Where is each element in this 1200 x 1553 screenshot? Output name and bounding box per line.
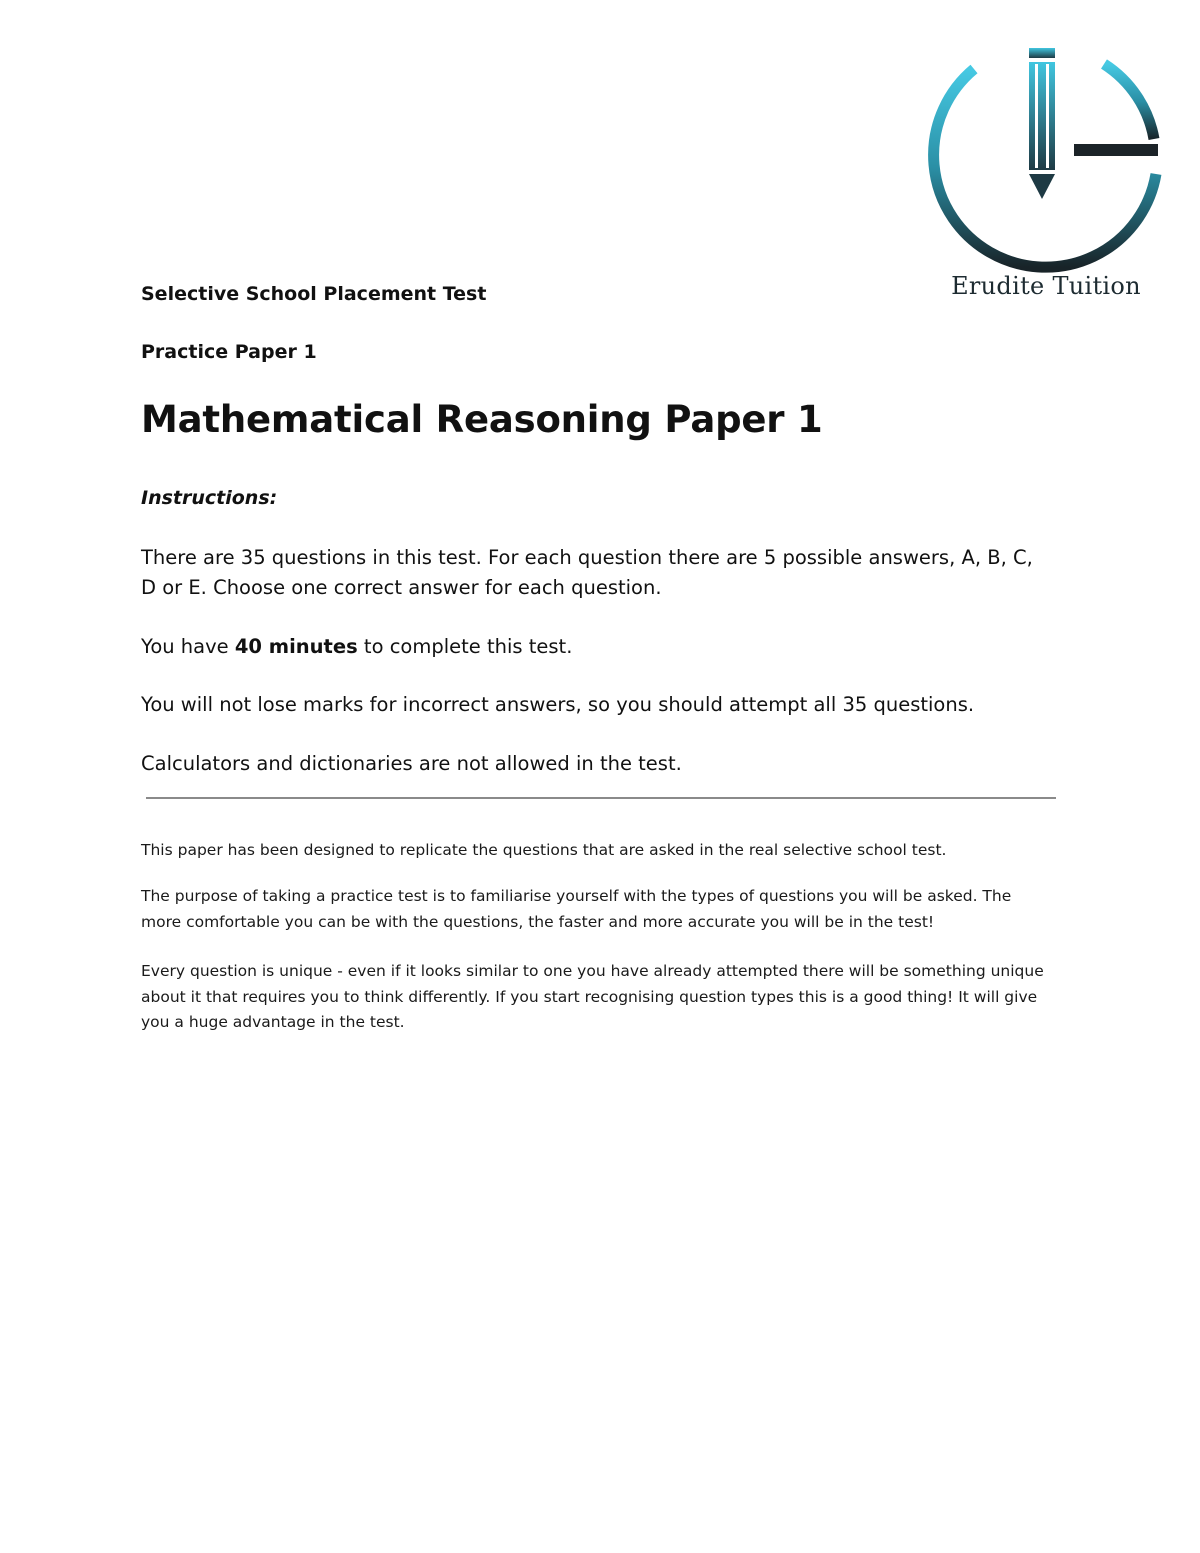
instruction-time — [141, 632, 1051, 662]
section-divider — [146, 797, 1056, 799]
instruction-time-suffix: to complete this test. — [357, 635, 573, 658]
logo-brand-name: Erudite Tuition — [951, 272, 1141, 300]
instruction-marks: You will not lose marks for incorrect answers, so you should attempt all 35 questions. — [141, 693, 975, 716]
clock-pencil-logo-icon — [916, 34, 1166, 274]
practice-paper-label: Practice Paper 1 — [141, 341, 317, 363]
instruction-questions: There are 35 questions in this test. For each question there are 5 possible answers, A, B, C, D or E. Choose one correct answer for each question. — [141, 546, 1033, 599]
test-subtitle: Selective School Placement Test — [141, 283, 487, 305]
instruction-time-prefix: You have — [141, 635, 235, 658]
note-unique: Every question is unique - even if it looks similar to one you have already attempted there will be something unique about it that requires you to think differently. If you start recognising question types this is a good thing! It will give you a huge advantage in the test. — [141, 962, 1044, 1031]
page-title: Mathematical Reasoning Paper 1 — [141, 398, 823, 441]
instructions-label: Instructions: — [141, 487, 278, 509]
instruction-calculators: Calculators and dictionaries are not allowed in the test. — [141, 752, 682, 775]
note-purpose: The purpose of taking a practice test is to familiarise yourself with the types of questions you will be asked. The more comfortable you can be with the questions, the faster and more accurate you will be in the test! — [141, 887, 1012, 931]
instruction-time-duration: 40 minutes — [234, 635, 358, 658]
erudite-tuition-logo — [916, 34, 1166, 314]
note-design: This paper has been designed to replicate the questions that are asked in the real selective school test. — [141, 841, 947, 859]
